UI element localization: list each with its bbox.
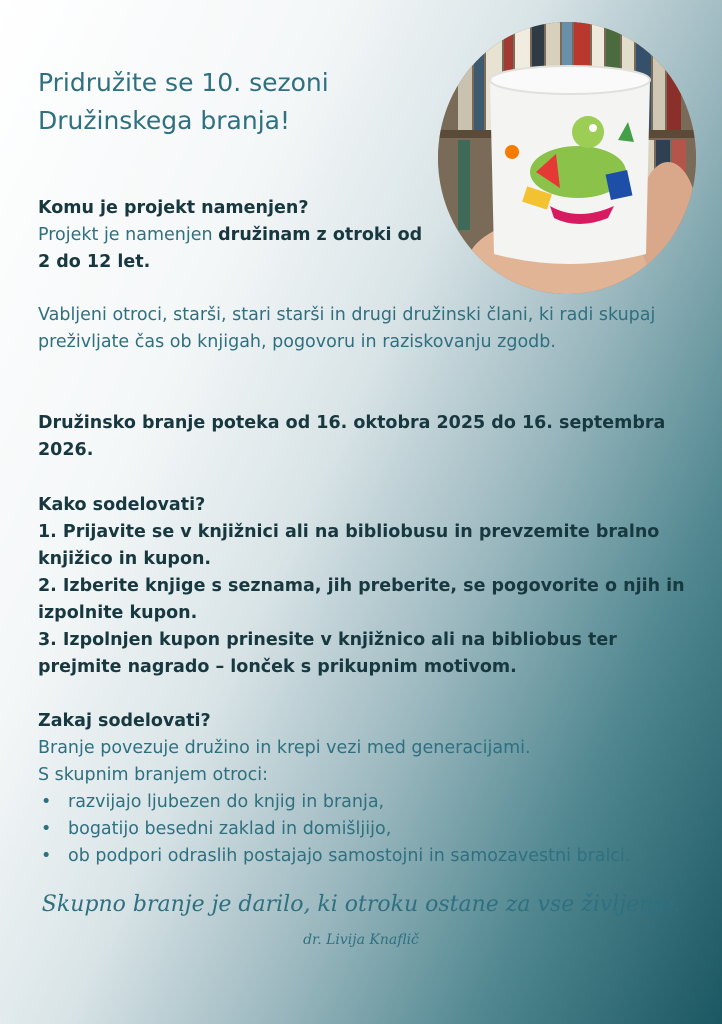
benefits-list [38, 789, 698, 870]
target-group-highlight: družinam z otroki od 2 do 12 let. [38, 225, 423, 272]
invitation-section [38, 302, 698, 356]
why-heading: Zakaj sodelovati? [38, 711, 211, 731]
quote-author: dr. Livija Knaflič [303, 932, 419, 948]
dates-section [38, 410, 698, 464]
step-3: 3. Izpolnjen kupon prinesite v knjižnico ali na bibliobus ter prejmite nagrado – lonček s prikupnim motivom. [38, 630, 617, 677]
target-group-heading: Komu je projekt namenjen? [38, 198, 309, 218]
steps-list [38, 519, 698, 681]
why-line-1: Branje povezuje družino in krepi vezi med generacijami. [38, 738, 531, 758]
target-group-text [38, 222, 438, 276]
title-line-2: Družinskega branja! [38, 106, 291, 135]
benefit-1: • razvijajo ljubezen do knjig in branja, [38, 789, 698, 816]
page-title [38, 64, 329, 140]
target-group-section [38, 195, 698, 276]
why-line-2: S skupnim branjem otroci: [38, 765, 268, 785]
invitation-text: Vabljeni otroci, starši, stari starši in drugi družinski člani, ki radi skupaj preživljate čas ob knjigah, pogovoru in raziskovanju zgodb. [38, 305, 656, 352]
how-to-heading: Kako sodelovati? [38, 495, 206, 515]
why-section [38, 708, 698, 870]
step-1: 1. Prijavite se v knjižnici ali na bibliobusu in prevzemite bralno knjižico in kupon. [38, 522, 660, 569]
benefit-2: • bogatijo besedni zaklad in domišljijo, [38, 816, 698, 843]
benefit-3: • ob podpori odraslih postajajo samostojni in samozavestni bralci. [38, 843, 698, 870]
dates-text: Družinsko branje poteka od 16. oktobra 2025 do 16. septembra 2026. [38, 413, 666, 460]
target-group-intro: Projekt je namenjen [38, 225, 219, 245]
title-line-1: Pridružite se 10. sezoni [38, 68, 329, 97]
step-2: 2. Izberite knjige s seznama, jih preberite, se pogovorite o njih in izpolnite kupon. [38, 576, 685, 623]
how-to-section [38, 492, 698, 681]
quote-text: Skupno branje je darilo, ki otroku ostane za vse življenje. [41, 892, 681, 917]
